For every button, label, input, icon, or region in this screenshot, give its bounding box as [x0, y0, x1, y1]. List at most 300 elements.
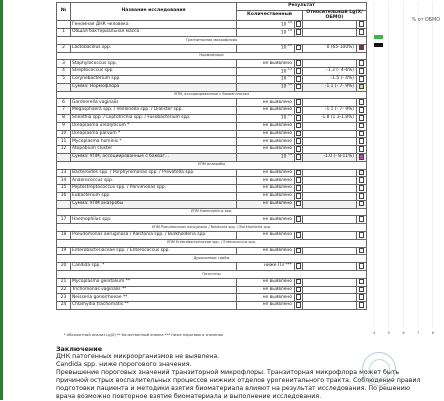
- row-quantitative: [237, 99, 295, 107]
- qty-value: не выявлено: [262, 60, 292, 66]
- qty-checkbox[interactable]: [296, 263, 302, 269]
- table-row: [57, 263, 367, 271]
- qty-checkbox[interactable]: [296, 294, 302, 300]
- qty-exponent: 3.4: [287, 67, 292, 71]
- marker-checkbox[interactable]: [359, 287, 365, 293]
- report-sheet: [44, 0, 440, 401]
- qty-checkbox[interactable]: [296, 84, 302, 90]
- qty-value: ниже ПЗ ***: [264, 263, 292, 269]
- row-name: Megasphaera spp. / Veillonella spp. / Dialister spp.: [71, 107, 237, 115]
- marker-checkbox[interactable]: [359, 99, 365, 105]
- qty-checkbox[interactable]: [296, 170, 302, 176]
- marker-checkbox[interactable]: [359, 29, 365, 35]
- row-relative: [303, 294, 357, 302]
- conclusion-line: ДНК патогенных микроорганизмов не выявлена.: [56, 353, 220, 361]
- row-name: Lactobacillus spp.: [71, 44, 237, 52]
- row-relative: -1.1 (- 7- 9%): [303, 107, 357, 115]
- row-name: Gardnerella vaginalis: [71, 99, 237, 107]
- row-number: 18: [57, 231, 71, 239]
- row-name: Candida spp. *: [71, 263, 237, 271]
- qty-value: 10: [280, 115, 288, 121]
- row-number: 10: [57, 130, 71, 138]
- table-row: [57, 231, 367, 239]
- marker-checkbox[interactable]: [359, 185, 365, 191]
- row-number: 15: [57, 185, 71, 193]
- conclusion-block: [56, 345, 421, 401]
- qty-exponent: 4.8: [287, 20, 292, 24]
- row-name: Enterobacteriaceae spp. / Enterococcus spp.: [71, 247, 237, 255]
- row-relative: [303, 138, 357, 146]
- ratio-chart: [374, 2, 444, 328]
- row-marker: [357, 302, 367, 310]
- row-relative: [303, 29, 357, 37]
- results-body: [57, 21, 367, 309]
- qty-exponent: 4.8: [287, 44, 292, 48]
- marker-checkbox[interactable]: [359, 248, 365, 254]
- col-header-relative: Относительный Lg(X/ОБМО): [303, 10, 367, 21]
- row-marker: [357, 130, 367, 138]
- row-relative: -1.0 (- 8-11%): [303, 153, 357, 161]
- row-relative: [303, 286, 357, 294]
- row-qty-checkbox: [295, 44, 303, 52]
- marker-checkbox[interactable]: [359, 170, 365, 176]
- row-quantitative: [237, 177, 295, 185]
- row-name: Atopobium cluster: [71, 146, 237, 154]
- conclusion-line: Candida spp. ниже порогового значения.: [56, 361, 192, 369]
- row-number: 11: [57, 138, 71, 146]
- qty-exponent: 3.6: [287, 153, 292, 157]
- qty-checkbox[interactable]: [296, 68, 302, 74]
- qty-checkbox[interactable]: [296, 21, 302, 27]
- qty-checkbox[interactable]: [296, 29, 302, 35]
- marker-checkbox[interactable]: [359, 123, 365, 129]
- row-relative: [303, 200, 357, 208]
- row-qty-checkbox: [295, 130, 303, 138]
- row-relative: [303, 21, 357, 29]
- col-header-name: Название исследования: [71, 3, 237, 21]
- table-row: [57, 68, 367, 76]
- section-title: УПМ анаэробы: [57, 161, 367, 169]
- table-row: [57, 216, 367, 224]
- row-name: Anaerococcus spp.: [71, 177, 237, 185]
- qty-checkbox[interactable]: [296, 232, 302, 238]
- row-relative: -1.8 (1.3-1.8%): [303, 114, 357, 122]
- table-row: [57, 294, 367, 302]
- chart-tick-label: 8: [431, 331, 434, 335]
- qty-checkbox[interactable]: [296, 177, 302, 183]
- row-relative: [303, 146, 357, 154]
- section-title: УПМ Enterobacteriaceae spp. / Enterococcus spp.: [57, 239, 367, 247]
- table-row: [57, 29, 367, 37]
- row-qty-checkbox: [295, 76, 303, 84]
- row-number: 5: [57, 76, 71, 84]
- table-row: [57, 130, 367, 138]
- table-row: [57, 286, 367, 294]
- row-marker: [357, 138, 367, 146]
- qty-value: не выявлено: [262, 177, 292, 183]
- row-number: 19: [57, 247, 71, 255]
- row-name: Neisseria gonorrhoeae **: [71, 294, 237, 302]
- row-quantitative: [237, 216, 295, 224]
- qty-value: не выявлено: [262, 232, 292, 238]
- marker-checkbox[interactable]: [359, 294, 365, 300]
- marker-checkbox[interactable]: [359, 263, 365, 269]
- conclusion-line: врача возможно повторное взятие биоматериала и выполнение исследования.: [56, 393, 322, 401]
- row-name: Corynebacterium spp.: [71, 76, 237, 84]
- row-relative: [303, 247, 357, 255]
- row-qty-checkbox: [295, 294, 303, 302]
- table-row: [57, 138, 367, 146]
- table-row: [57, 60, 367, 68]
- marker-checkbox[interactable]: [359, 60, 365, 66]
- qty-exponent: 3.4: [287, 75, 292, 79]
- section-title: Дрожжевые грибы: [57, 255, 367, 263]
- row-quantitative: [237, 67, 295, 79]
- qty-checkbox[interactable]: [296, 99, 302, 105]
- marker-checkbox[interactable]: [359, 146, 365, 152]
- marker-checkbox[interactable]: [359, 154, 365, 160]
- marker-checkbox[interactable]: [359, 302, 365, 308]
- row-name: Pseudomonas aeruginosa / Ralstonia spp. / Burkholderia spp.: [71, 231, 237, 239]
- table-row: [57, 21, 367, 29]
- row-qty-checkbox: [295, 247, 303, 255]
- marker-checkbox[interactable]: [359, 76, 365, 82]
- row-marker: [357, 60, 367, 68]
- section-title: УПМ Pseudomonas aeruginosa / Ralstonia spp. / Burkholderia spp.: [57, 224, 367, 232]
- qty-value: не выявлено: [262, 200, 292, 206]
- row-qty-checkbox: [295, 278, 303, 286]
- row-name: Staphylococcus spp.: [71, 60, 237, 68]
- left-edge-bar: [0, 0, 3, 400]
- qty-checkbox[interactable]: [296, 115, 302, 121]
- qty-checkbox[interactable]: [296, 60, 302, 66]
- row-marker: [357, 44, 367, 52]
- row-qty-checkbox: [295, 286, 303, 294]
- section-row: [57, 161, 367, 169]
- qty-value: 10: [280, 45, 288, 51]
- qty-value: 10: [280, 84, 288, 90]
- row-marker: [357, 83, 367, 91]
- row-quantitative: [237, 278, 295, 286]
- marker-checkbox[interactable]: [359, 201, 365, 207]
- row-number: 16: [57, 192, 71, 200]
- row-number: 3: [57, 60, 71, 68]
- row-relative: -1.5 (- 4%): [303, 76, 357, 84]
- row-relative: [303, 60, 357, 68]
- section-row: [57, 270, 367, 278]
- qty-checkbox[interactable]: [296, 216, 302, 222]
- marker-checkbox[interactable]: [359, 131, 365, 137]
- qty-value: 10: [280, 22, 288, 28]
- row-quantitative: [237, 231, 295, 239]
- conclusion-line: причиной острых воспалительных процессов нижних отделов урогенитального тракта. Соблюдение правил: [56, 377, 421, 385]
- table-row: [57, 192, 367, 200]
- marker-checkbox[interactable]: [359, 107, 365, 113]
- section-row: [57, 255, 367, 263]
- qty-exponent: 4.8: [287, 28, 292, 32]
- row-number: 17: [57, 216, 71, 224]
- ratio-chart-grid: [374, 2, 444, 328]
- table-row: [57, 177, 367, 185]
- row-quantitative: [237, 122, 295, 130]
- row-qty-checkbox: [295, 231, 303, 239]
- row-name: Mycoplasma genitalium **: [71, 278, 237, 286]
- row-marker: [357, 216, 367, 224]
- row-quantitative: [237, 44, 295, 52]
- row-name: Сумма: Нормофлора: [71, 83, 237, 91]
- row-qty-checkbox: [295, 83, 303, 91]
- qty-checkbox[interactable]: [296, 185, 302, 191]
- section-row: [57, 37, 367, 45]
- row-marker: [357, 247, 367, 255]
- row-name: Сумма: УПМ анаэробы: [71, 200, 237, 208]
- row-marker: [357, 122, 367, 130]
- row-number: 7: [57, 107, 71, 115]
- qty-value: не выявлено: [262, 130, 292, 136]
- row-quantitative: [237, 153, 295, 161]
- marker-checkbox[interactable]: [359, 115, 365, 121]
- row-qty-checkbox: [295, 114, 303, 122]
- row-marker: [357, 263, 367, 271]
- row-number: 12: [57, 146, 71, 154]
- row-name: Peptostreptococcus spp. / Parvimonas spp.: [71, 185, 237, 193]
- row-quantitative: [237, 200, 295, 208]
- row-marker: [357, 200, 367, 208]
- marker-checkbox[interactable]: [359, 45, 365, 51]
- table-row: [57, 76, 367, 84]
- row-quantitative: [237, 185, 295, 193]
- section-row: [57, 91, 367, 99]
- row-quantitative: [237, 138, 295, 146]
- footnote: * Абсолютный анализ Lg(X) ** Качественный анализ *** Ниже порогового значения: [64, 333, 224, 337]
- row-qty-checkbox: [295, 122, 303, 130]
- chart-title: % от ОБМО: [411, 18, 440, 23]
- row-relative: -1.3 (- 4-6%): [303, 68, 357, 76]
- row-qty-checkbox: [295, 200, 303, 208]
- row-marker: [357, 146, 367, 154]
- row-marker: [357, 169, 367, 177]
- table-row: [57, 169, 367, 177]
- table-row: [57, 44, 367, 52]
- row-name: Mycoplasma hominis *: [71, 138, 237, 146]
- qty-exponent: 3.1: [287, 114, 292, 118]
- row-qty-checkbox: [295, 107, 303, 115]
- qty-checkbox[interactable]: [296, 146, 302, 152]
- table-row: [57, 99, 367, 107]
- row-number: 1: [57, 29, 71, 37]
- row-relative: [303, 263, 357, 271]
- qty-value: не выявлено: [262, 122, 292, 128]
- conclusion-line: подготовки пациента и методики взятия биоматериала влияют на результат исследования. По решению: [56, 385, 411, 393]
- row-marker: [357, 177, 367, 185]
- chart-tick-label: 5: [387, 331, 390, 335]
- table-row: [57, 114, 367, 122]
- section-row: [57, 52, 367, 60]
- marker-checkbox[interactable]: [359, 68, 365, 74]
- qty-value: не выявлено: [262, 138, 292, 144]
- table-row: [57, 200, 367, 208]
- qty-checkbox[interactable]: [296, 123, 302, 129]
- qty-checkbox[interactable]: [296, 154, 302, 160]
- row-name: Сумма: УПМ, ассоциированные с бакваг...: [71, 153, 237, 161]
- row-marker: [357, 21, 367, 29]
- qty-checkbox[interactable]: [296, 287, 302, 293]
- row-name: Chlamydia trachomatis **: [71, 302, 237, 310]
- marker-checkbox[interactable]: [359, 232, 365, 238]
- qty-checkbox[interactable]: [296, 76, 302, 82]
- row-qty-checkbox: [295, 263, 303, 271]
- lab-stamp: [362, 352, 396, 386]
- row-number: 8: [57, 114, 71, 122]
- qty-checkbox[interactable]: [296, 45, 302, 51]
- section-row: [57, 224, 367, 232]
- row-number: 22: [57, 286, 71, 294]
- row-marker: [357, 99, 367, 107]
- row-quantitative: [237, 21, 295, 29]
- section-title: УПМ, ассоциированные с баквагинозом: [57, 91, 367, 99]
- qty-value: не выявлено: [262, 107, 292, 113]
- row-qty-checkbox: [295, 177, 303, 185]
- table-row: [57, 153, 367, 161]
- qty-checkbox[interactable]: [296, 279, 302, 285]
- chart-tick-label: 6: [402, 331, 405, 335]
- marker-checkbox[interactable]: [359, 279, 365, 285]
- row-marker: [357, 68, 367, 76]
- qty-value: 10: [280, 76, 288, 82]
- marker-checkbox[interactable]: [359, 21, 365, 27]
- row-name: Геномная ДНК человека: [71, 21, 237, 29]
- row-quantitative: [237, 294, 295, 302]
- row-name: Haemophilus spp.: [71, 216, 237, 224]
- row-number: [57, 83, 71, 91]
- row-qty-checkbox: [295, 60, 303, 68]
- col-header-number: №: [57, 3, 71, 21]
- row-quantitative: [237, 75, 295, 87]
- row-name: Ureaplasma urealyticum *: [71, 122, 237, 130]
- row-qty-checkbox: [295, 29, 303, 37]
- qty-value: не выявлено: [262, 193, 292, 199]
- chart-tick-label: 7: [417, 331, 420, 335]
- row-marker: [357, 76, 367, 84]
- col-header-quantitative: Количественный: [237, 10, 303, 21]
- row-relative: [303, 130, 357, 138]
- conclusion-line: Превышение пороговых значений транзиторной микрофлоры. Транзиторная микрофлора может быть: [56, 369, 400, 377]
- qty-value: не выявлено: [262, 247, 292, 253]
- table-row: [57, 247, 367, 255]
- chart-tick-label: 4: [373, 331, 376, 335]
- row-relative: -1.1 (- 7- 9%): [303, 83, 357, 91]
- row-name: Bacteroides spp. / Porphyromonas spp. / Prevotella spp.: [71, 169, 237, 177]
- row-qty-checkbox: [295, 302, 303, 310]
- section-row: [57, 239, 367, 247]
- qty-value: не выявлено: [262, 294, 292, 300]
- row-quantitative: [237, 130, 295, 138]
- row-name: Sneathia spp. / Leptotrichia spp. / Fusobacterium spp.: [71, 114, 237, 122]
- qty-checkbox[interactable]: [296, 201, 302, 207]
- row-relative: [303, 169, 357, 177]
- table-row: [57, 83, 367, 91]
- qty-exponent: 3.6: [287, 83, 292, 87]
- row-relative: [303, 185, 357, 193]
- section-row: [57, 208, 367, 216]
- qty-checkbox[interactable]: [296, 193, 302, 199]
- row-number: 2: [57, 44, 71, 52]
- row-quantitative: [237, 29, 295, 37]
- section-title: Нормофлора: [57, 52, 367, 60]
- marker-checkbox[interactable]: [359, 138, 365, 144]
- row-relative: [303, 231, 357, 239]
- row-marker: [357, 278, 367, 286]
- row-qty-checkbox: [295, 99, 303, 107]
- row-marker: [357, 286, 367, 294]
- qty-value: не выявлено: [262, 286, 292, 292]
- marker-checkbox[interactable]: [359, 84, 365, 90]
- chart-bar: [374, 35, 383, 39]
- marker-checkbox[interactable]: [359, 193, 365, 199]
- row-qty-checkbox: [295, 185, 303, 193]
- marker-checkbox[interactable]: [359, 216, 365, 222]
- row-relative: [303, 192, 357, 200]
- col-header-result: Результат: [237, 3, 367, 11]
- row-marker: [357, 107, 367, 115]
- row-marker: [357, 294, 367, 302]
- row-qty-checkbox: [295, 169, 303, 177]
- qty-checkbox[interactable]: [296, 248, 302, 254]
- row-name: Trichomonas vaginalis **: [71, 286, 237, 294]
- row-relative: [303, 302, 357, 310]
- row-name: Eubacterium spp.: [71, 192, 237, 200]
- row-number: [57, 153, 71, 161]
- row-number: [57, 200, 71, 208]
- row-relative: [303, 99, 357, 107]
- row-quantitative: [237, 192, 295, 200]
- qty-checkbox[interactable]: [296, 107, 302, 113]
- row-name: Общая бактериальная масса: [71, 29, 237, 37]
- qty-value: не выявлено: [262, 185, 292, 191]
- row-number: 21: [57, 278, 71, 286]
- qty-value: не выявлено: [262, 169, 292, 175]
- row-name: Ureaplasma parvum *: [71, 130, 237, 138]
- qty-value: не выявлено: [262, 302, 292, 308]
- qty-value: 10: [280, 154, 288, 160]
- qty-checkbox[interactable]: [296, 131, 302, 137]
- table-row: [57, 278, 367, 286]
- row-marker: [357, 29, 367, 37]
- row-name: Streptococcus spp.: [71, 68, 237, 76]
- row-relative: [303, 216, 357, 224]
- table-row: [57, 107, 367, 115]
- row-marker: [357, 114, 367, 122]
- marker-checkbox[interactable]: [359, 177, 365, 183]
- qty-value: не выявлено: [262, 216, 292, 222]
- qty-checkbox[interactable]: [296, 302, 302, 308]
- row-marker: [357, 153, 367, 161]
- table-row: [57, 146, 367, 154]
- row-number: 20: [57, 263, 71, 271]
- qty-value: не выявлено: [262, 278, 292, 284]
- qty-value: не выявлено: [262, 99, 292, 105]
- row-marker: [357, 231, 367, 239]
- qty-checkbox[interactable]: [296, 138, 302, 144]
- row-relative: [303, 122, 357, 130]
- row-quantitative: [237, 302, 295, 310]
- results-table: [56, 2, 367, 310]
- row-number: 4: [57, 68, 71, 76]
- row-number: 13: [57, 169, 71, 177]
- qty-value: 10: [280, 69, 288, 75]
- row-relative: [303, 278, 357, 286]
- row-number: [57, 21, 71, 29]
